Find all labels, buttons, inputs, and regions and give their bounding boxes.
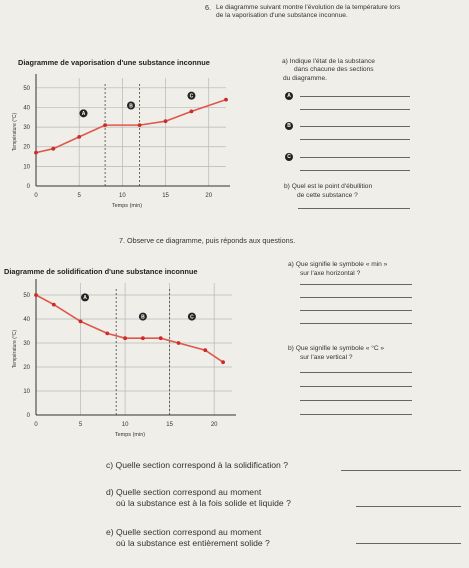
chart2-data-point [221, 360, 225, 364]
answer-line-ex7e[interactable] [356, 543, 461, 544]
section-b-marker: B [285, 122, 293, 130]
chart2-series-line [36, 295, 223, 362]
solidification-chart [0, 277, 260, 447]
answer-line-b2[interactable] [300, 139, 410, 140]
chart1-data-point [138, 123, 142, 127]
chart2-ytick: 20 [23, 365, 30, 371]
chart1-xtick: 15 [162, 193, 169, 199]
answer-line-ex7b-2[interactable] [300, 386, 412, 387]
ex6-qa-line2: dans chacune des sections [294, 66, 374, 73]
chart1-data-point [190, 109, 194, 113]
answer-line-ex7d[interactable] [356, 506, 461, 507]
chart2-y-axis-label: Température (°C) [12, 329, 18, 369]
chart2-x-axis-label: Temps (min) [114, 432, 146, 438]
chart2-xtick: 20 [210, 422, 218, 428]
answer-line-ex7b-4[interactable] [300, 414, 412, 415]
answer-line-ex7b-1[interactable] [300, 372, 412, 373]
chart1-ytick: 0 [26, 184, 30, 190]
answer-line-ex7a-4[interactable] [300, 323, 412, 324]
chart1-data-point [103, 123, 107, 127]
chart1-xtick: 10 [119, 193, 126, 199]
chart2-ytick: 40 [23, 317, 30, 323]
ex7-qe-line1: e) Quelle section correspond au moment [106, 527, 262, 537]
chart2-ytick: 10 [23, 389, 30, 395]
chart1-data-point [51, 147, 55, 151]
chart1-y-axis-label: Température (°C) [12, 112, 18, 152]
answer-line-c2[interactable] [300, 170, 410, 171]
ex7-heading: 7. Observe ce diagramme, puis réponds aux questions. [119, 236, 296, 245]
chart2-section-label-c: C [190, 314, 194, 321]
ex6-chart-title: Diagramme de vaporisation d'une substance inconnue [18, 58, 210, 67]
vaporisation-chart [0, 68, 250, 218]
chart2-data-point [105, 332, 109, 336]
answer-line-ex7a-1[interactable] [300, 284, 412, 285]
chart2-data-point [79, 320, 83, 324]
chart2-data-point [52, 303, 56, 307]
ex6-qb-line2: de cette substance ? [297, 192, 358, 199]
ex7-qa-line1: a) Que signifie le symbole « min » [288, 261, 388, 268]
ex6-intro-line1: Le diagramme suivant montre l'évolution de la température lors [216, 4, 401, 11]
ex7-qd-line1: d) Quelle section correspond au moment [106, 487, 262, 497]
answer-line-a2[interactable] [300, 109, 410, 110]
chart2-ytick: 0 [26, 413, 30, 419]
chart2-data-point [141, 336, 145, 340]
answer-line-b[interactable] [300, 126, 410, 127]
ex6-qa-line1: a) Indique l'état de la substance [282, 58, 375, 65]
chart1-x-axis-label: Temps (min) [111, 203, 143, 209]
chart2-ytick: 50 [23, 293, 30, 299]
chart2-section-label-b: B [141, 314, 145, 321]
ex7-qb-line2: sur l'axe vertical ? [300, 354, 353, 361]
chart2-xtick: 5 [78, 422, 83, 428]
section-c-marker: C [285, 153, 293, 161]
chart2-data-point [159, 336, 163, 340]
chart1-ytick: 30 [23, 125, 30, 132]
chart1-xtick: 5 [77, 193, 81, 199]
chart1-data-point [34, 151, 38, 155]
chart1-section-label-a: A [81, 111, 86, 118]
ex7-qb-line1: b) Que signifie le symbole « °C » [288, 345, 385, 352]
chart2-data-point [34, 293, 38, 297]
ex6-qb-line1: b) Quel est le point d'ébullition [284, 183, 373, 190]
chart2-section-label-a: A [83, 295, 87, 302]
chart2-xtick: 15 [166, 422, 173, 428]
answer-line-c[interactable] [300, 157, 410, 158]
ex6-intro-line2: de la vaporisation d'une substance inconnue. [216, 12, 348, 19]
chart1-section-label-c: C [189, 93, 194, 100]
ex7-qe-line2: où la substance est entièrement solide ? [116, 538, 270, 548]
ex6-qa-line3: du diagramme. [283, 75, 327, 82]
chart1-ytick: 20 [23, 144, 30, 151]
chart1-data-point [164, 119, 168, 123]
ex7-qa-line2: sur l'axe horizontal ? [300, 270, 361, 277]
answer-line-ex7c[interactable] [341, 470, 461, 471]
chart2-data-point [177, 341, 181, 345]
chart2-xtick: 10 [121, 422, 129, 428]
answer-line-a[interactable] [300, 96, 410, 97]
answer-line-ex7a-3[interactable] [300, 310, 412, 311]
section-a-marker: A [285, 92, 293, 100]
chart2-ytick: 30 [23, 341, 30, 347]
chart2-xtick: 0 [34, 422, 38, 428]
answer-line-ex7a-2[interactable] [300, 297, 412, 298]
chart1-section-label-b: B [129, 103, 133, 110]
answer-line-ex6b[interactable] [298, 208, 410, 209]
chart1-ytick: 50 [23, 85, 30, 92]
ex7-qc: c) Quelle section correspond à la solidification ? [106, 460, 288, 470]
ex6-number: 6. [205, 3, 211, 12]
ex7-chart-title: Diagramme de solidification d'une substance inconnue [4, 267, 198, 276]
chart1-xtick: 0 [34, 193, 38, 199]
chart1-data-point [224, 98, 228, 102]
chart2-data-point [203, 348, 207, 352]
chart1-data-point [77, 135, 81, 139]
ex7-qd-line2: où la substance est à la fois solide et liquide ? [116, 498, 291, 508]
answer-line-ex7b-3[interactable] [300, 400, 412, 401]
chart2-data-point [123, 336, 127, 340]
chart1-ytick: 10 [23, 164, 30, 171]
chart1-xtick: 20 [205, 193, 213, 199]
chart1-ytick: 40 [23, 105, 30, 112]
